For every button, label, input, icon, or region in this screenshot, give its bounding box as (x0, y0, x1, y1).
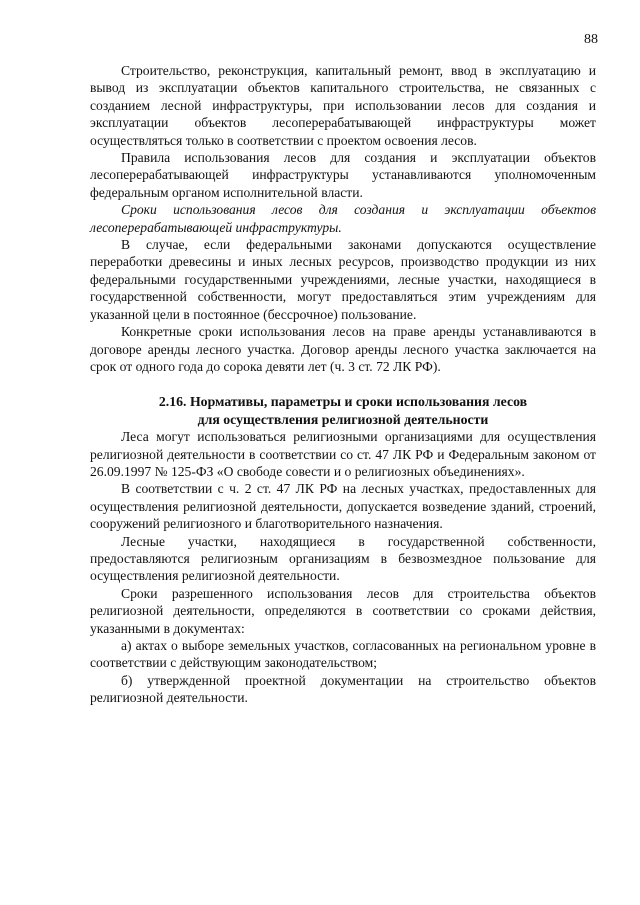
italic-subheading: Сроки использования лесов для создания и эксплуатации объектов лесоперерабатывающей инфраструктуры. (90, 202, 596, 235)
paragraph: Конкретные сроки использования лесов на праве аренды устанавливаются в договоре аренды лесного участка. Договор аренды лесного участка заключается на срок от одного года до сорока девяти лет (ч. 3 ст. 72 ЛК РФ). (90, 324, 596, 374)
paragraph: В соответствии с ч. 2 ст. 47 ЛК РФ на лесных участках, предоставленных для осуществления религиозной деятельности, допускается возведение зданий, строений, сооружений религиозного и благотворительного назначения. (90, 481, 596, 532)
paragraph: Леса могут использоваться религиозными организациями для осуществления религиозной деятельности в соответствии со ст. 47 ЛК РФ и Федеральным законом от 26.09.1997 № 125-ФЗ «О свободе совести и о религиозных объединениях». (90, 429, 596, 479)
paragraph: Строительство, реконструкция, капитальный ремонт, ввод в эксплуатацию и вывод из эксплуатации объектов капитального строительства, не связанных с созданием лесной инфраструктуры, при использовании лесов для создания и эксплуатации объектов лесоперерабатывающей инфраструктуры может осуществляться только в соответствии с проектом освоения лесов. (90, 63, 596, 148)
section-heading-line-1: 2.16. Нормативы, параметры и сроки использования лесов (158, 394, 528, 410)
paragraph: В случае, если федеральными законами допускаются осуществление переработки древесины и иных лесных ресурсов, производство продукции из них федеральными государственными учреждениями, лесные участки, находящиеся в государственной собственности, могут предоставляться этим учреждениям для указанной цели в постоянное (бессрочное) пользование. (90, 237, 596, 322)
page-number: 88 (584, 32, 598, 47)
list-item: а) актах о выборе земельных участков, согласованных на региональном уровне в соответствии с действующим законодательством; (90, 638, 596, 671)
list-item: б) утвержденной проектной документации на строительство объектов религиозной деятельности. (90, 672, 596, 706)
section-heading-line-2: для осуществления религиозной деятельности (197, 411, 489, 427)
paragraph: Сроки разрешенного использования лесов для строительства объектов религиозной деятельности, определяются в соответствии со сроками действия, указанными в документах: (90, 585, 596, 636)
section-heading (90, 393, 596, 428)
paragraph: Лесные участки, находящиеся в государственной собственности, предоставляются религиозным организациям в безвозмездное пользование для осуществления религиозной деятельности. (90, 533, 596, 584)
paragraph: Правила использования лесов для создания и эксплуатации объектов лесоперерабатывающей инфраструктуры устанавливаются уполномоченным федеральным органом исполнительной власти. (90, 150, 596, 200)
document-body (90, 62, 596, 707)
